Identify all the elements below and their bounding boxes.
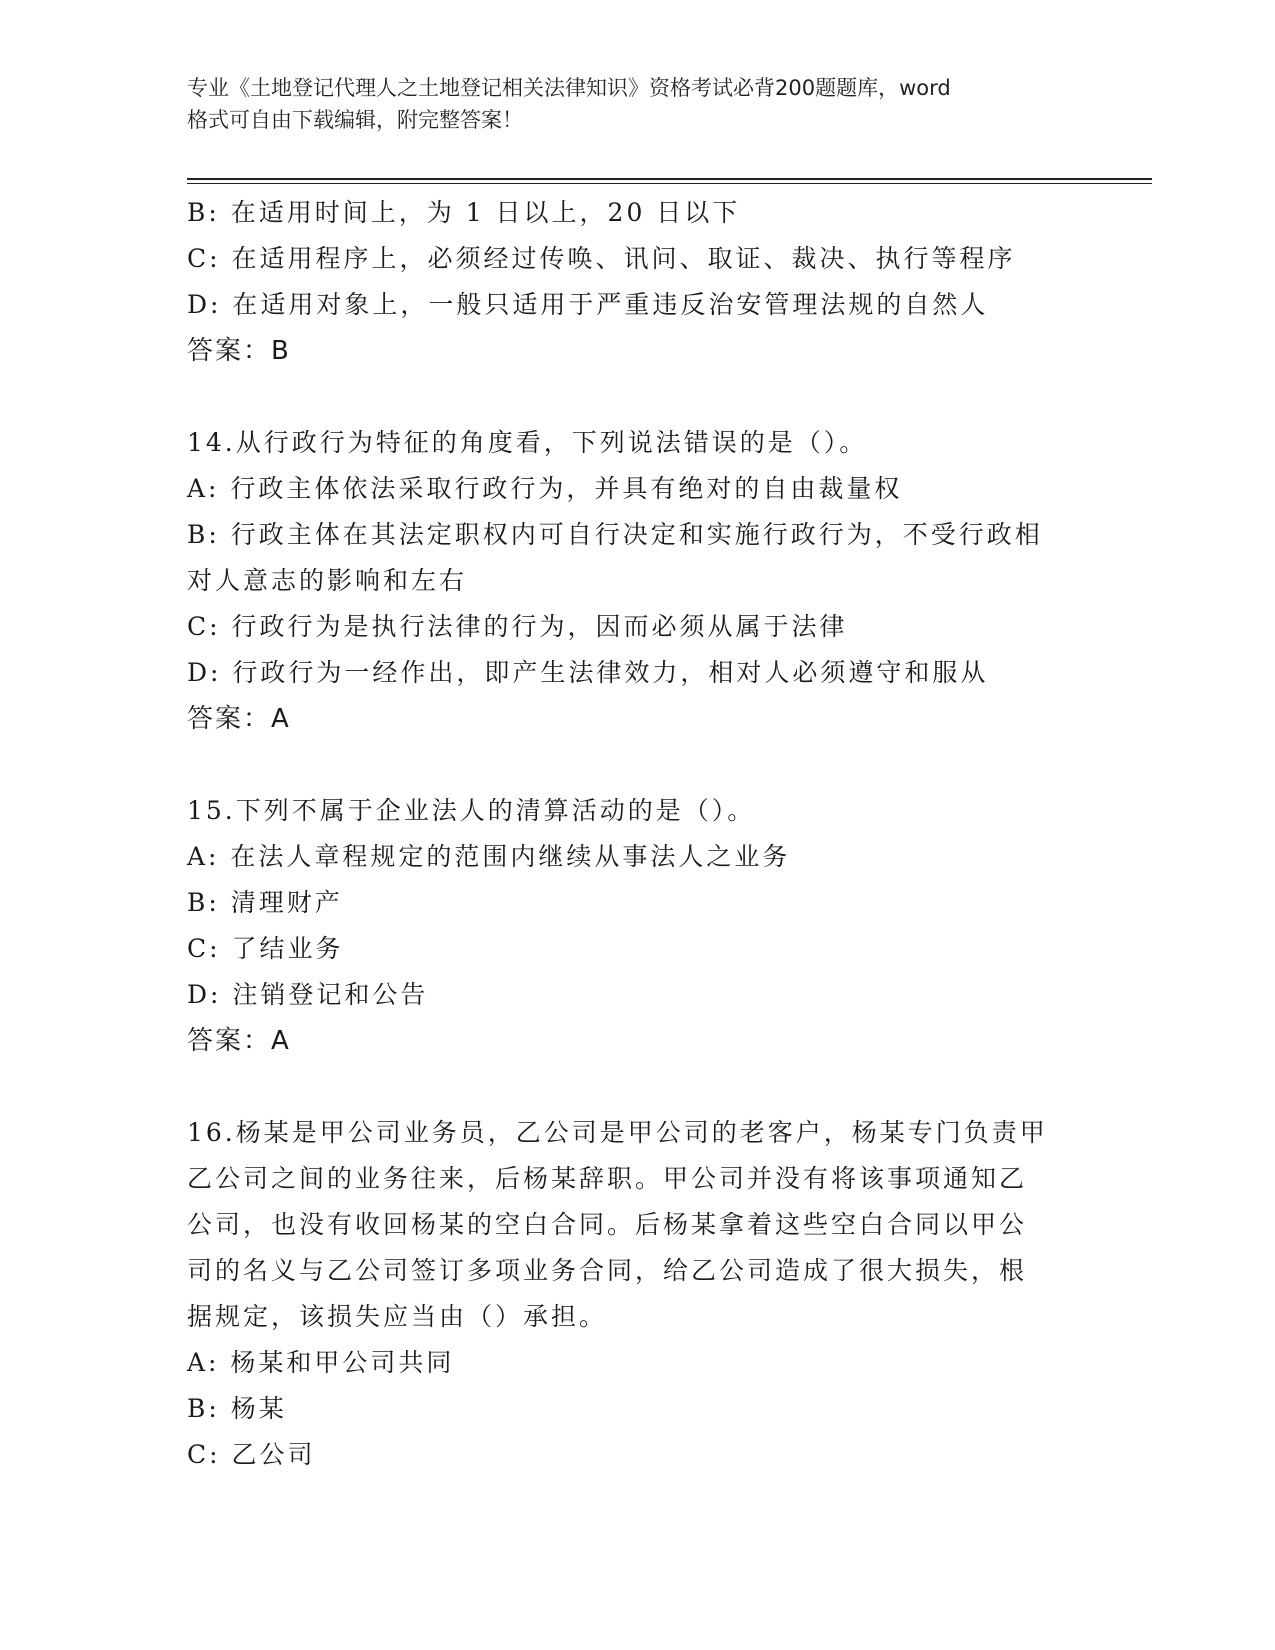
header-divider-thin bbox=[187, 183, 1152, 184]
spacer bbox=[187, 1064, 1087, 1110]
option-b: B: 在适用时间上，为 1 日以上，20 日以下 bbox=[187, 198, 741, 227]
question-16 bbox=[187, 1110, 1087, 1478]
question-13-continuation bbox=[187, 190, 1087, 374]
question-stem: 15.下列不属于企业法人的清算活动的是（）。 bbox=[187, 796, 756, 825]
option-d: D: 注销登记和公告 bbox=[187, 980, 429, 1009]
question-stem-line-2: 乙公司之间的业务往来，后杨某辞职。甲公司并没有将该事项通知乙 bbox=[187, 1164, 1028, 1193]
option-a: A: 杨某和甲公司共同 bbox=[187, 1348, 455, 1377]
option-a: A: 在法人章程规定的范围内继续从事法人之业务 bbox=[187, 842, 791, 871]
option-b: B: 清理财产 bbox=[187, 888, 343, 917]
option-d: D: 行政行为一经作出，即产生法律效力，相对人必须遵守和服从 bbox=[187, 658, 989, 687]
answer: 答案：A bbox=[187, 1026, 291, 1056]
document-header bbox=[187, 72, 1087, 136]
option-b: B: 杨某 bbox=[187, 1394, 287, 1423]
option-c: C: 了结业务 bbox=[187, 934, 344, 963]
question-stem: 14.从行政行为特征的角度看，下列说法错误的是（）。 bbox=[187, 428, 868, 457]
question-stem-line-1: 16.杨某是甲公司业务员，乙公司是甲公司的老客户，杨某专门负责甲 bbox=[187, 1118, 1048, 1147]
question-stem-line-3: 公司，也没有收回杨某的空白合同。后杨某拿着这些空白合同以甲公 bbox=[187, 1210, 1028, 1239]
document-body bbox=[187, 190, 1087, 1478]
option-b: B: 行政主体在其法定职权内可自行决定和实施行政行为，不受行政相 bbox=[187, 520, 1043, 549]
answer: 答案：A bbox=[187, 704, 291, 734]
option-d: D: 在适用对象上，一般只适用于严重违反治安管理法规的自然人 bbox=[187, 290, 989, 319]
spacer bbox=[187, 742, 1087, 788]
question-stem-line-5: 据规定，该损失应当由（）承担。 bbox=[187, 1302, 608, 1331]
header-title-line-1: 专业《土地登记代理人之土地登记相关法律知识》资格考试必背200题题库，word bbox=[187, 76, 951, 100]
option-b-continued: 对人意志的影响和左右 bbox=[187, 566, 468, 595]
header-divider-thick bbox=[187, 178, 1152, 180]
header-title-line-2: 格式可自由下载编辑，附完整答案！ bbox=[187, 108, 523, 132]
option-c: C: 行政行为是执行法律的行为，因而必须从属于法律 bbox=[187, 612, 848, 641]
answer: 答案：B bbox=[187, 336, 291, 366]
option-c: C: 乙公司 bbox=[187, 1440, 316, 1469]
question-15 bbox=[187, 788, 1087, 1064]
option-c: C: 在适用程序上，必须经过传唤、讯问、取证、裁决、执行等程序 bbox=[187, 244, 1016, 273]
question-stem-line-4: 司的名义与乙公司签订多项业务合同，给乙公司造成了很大损失，根 bbox=[187, 1256, 1028, 1285]
question-14 bbox=[187, 420, 1087, 742]
option-a: A: 行政主体依法采取行政行为，并具有绝对的自由裁量权 bbox=[187, 474, 903, 503]
spacer bbox=[187, 374, 1087, 420]
